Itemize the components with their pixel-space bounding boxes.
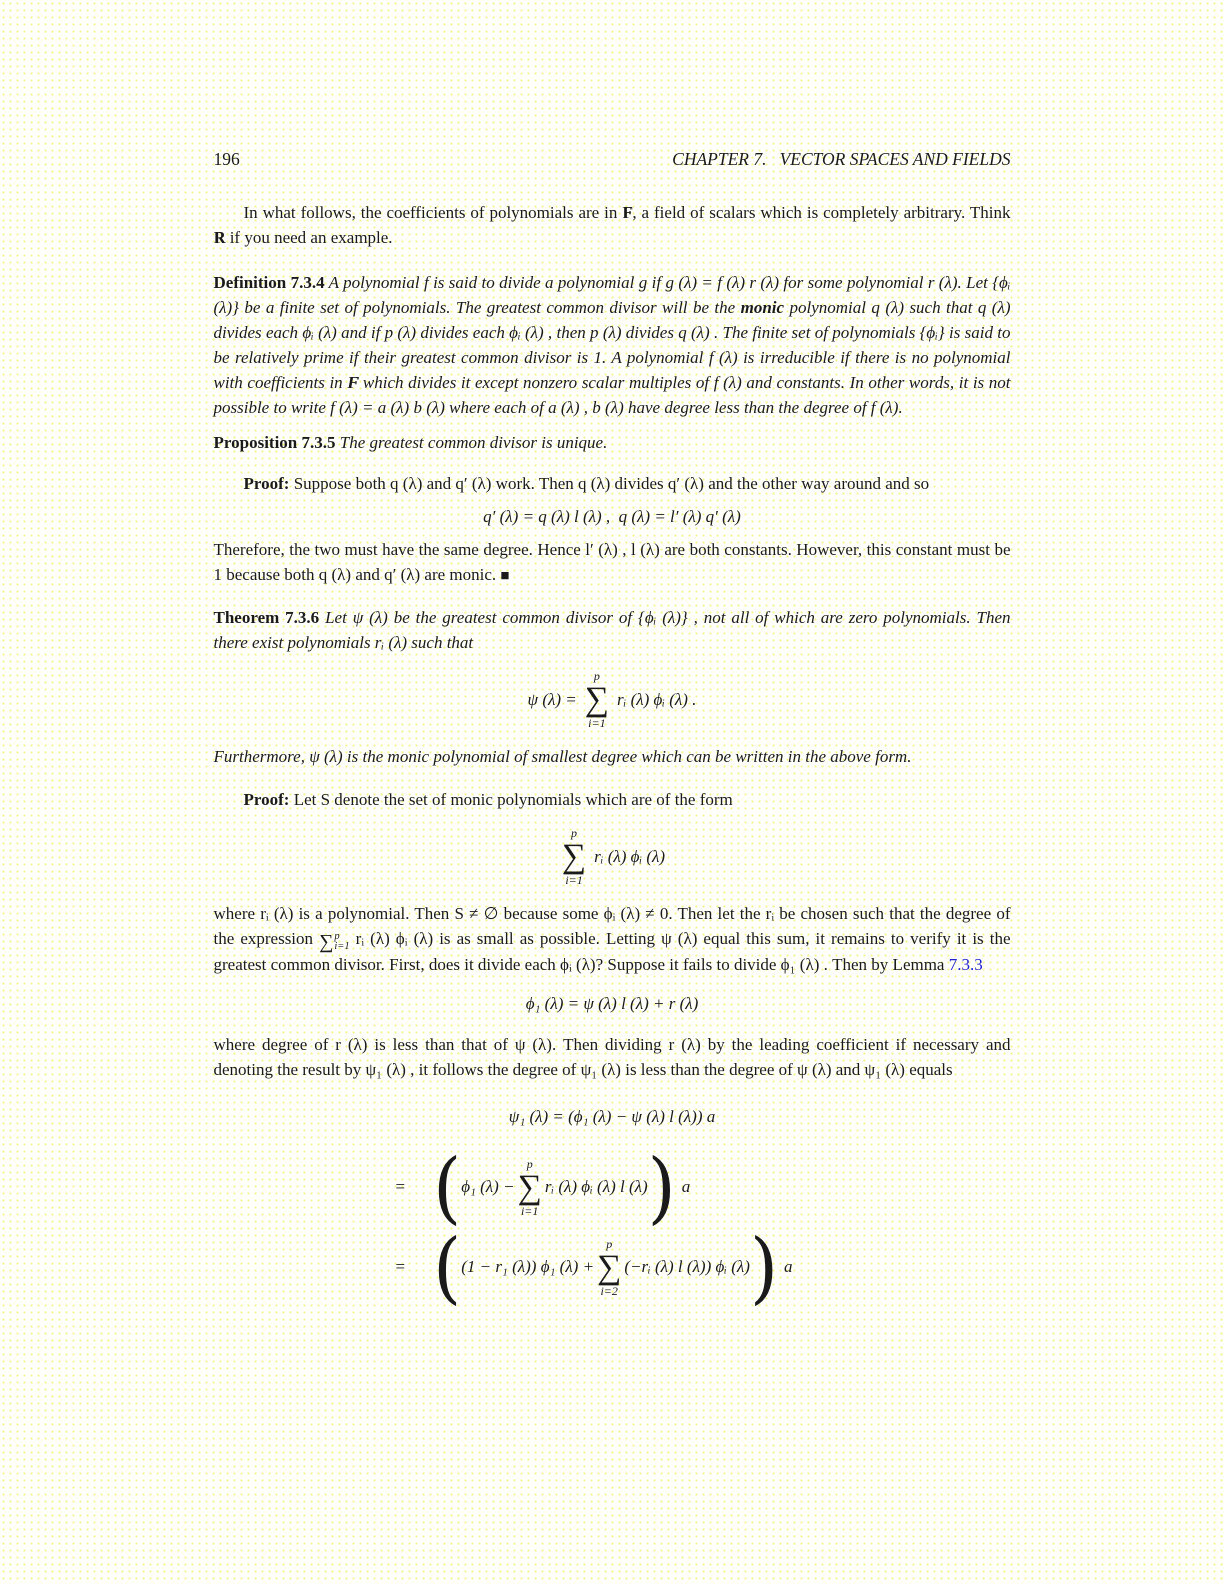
sum-lower-limit: i=1 (334, 941, 350, 952)
intro-text-1: In what follows, the coefficients of polynomials are in (243, 203, 623, 222)
equation-phi1-division (214, 991, 1011, 1016)
close-paren: ) (647, 1141, 676, 1233)
equals-sign: = (395, 1257, 406, 1276)
page-content (213, 0, 1011, 1313)
equation-rhs: rᵢ (λ) ϕᵢ (λ) (594, 846, 666, 866)
aligned-equations (214, 1141, 1011, 1313)
where-ri-text-1: where rᵢ (λ) is a polynomial. Then S ≠ ∅ because some ϕᵢ (λ) ≠ 0. Then let the rᵢ be chosen such that the degree of the expression (213, 904, 1011, 948)
therefore-text: Therefore, the two must have the same degree. Hence l′ (λ) , l (λ) are both constants. However, this constant must be 1 because both q (λ) and q′ (λ) are monic. (213, 540, 1011, 584)
equation-q-prime-pair (214, 504, 1011, 529)
intro-text-3: if you need an example. (225, 228, 393, 247)
theorem-statement: Let ψ (λ) be the greatest common divisor of {ϕᵢ (λ)} , not all of which are zero polynomials. Then there exist polynomials rᵢ (λ) such that (213, 608, 1011, 652)
equation-text: q′ (λ) = q (λ) l (λ) , q (λ) = l′ (λ) q′ (λ) (483, 507, 741, 526)
proof-label: Proof: (243, 790, 290, 809)
summation-sigma (562, 826, 586, 887)
paragraph-where-degree (214, 1032, 1011, 1082)
definition-7-3-4 (214, 270, 1011, 420)
definition-text-2: polynomial q (λ) such that q (λ) divides each ϕᵢ (λ) and if p (λ) divides each ϕᵢ (λ) , then p (λ) divides q (λ) . The finite set of polynomials {ϕᵢ} is said to be relatively prime if their greatest common divisor is 1. A polynomial f (λ) is irreducible if there is no polynomial with coefficients in (213, 298, 1011, 392)
definition-text-3: which divides it except nonzero scalar multiples of f (λ) and constants. In other words, it is not possible to write f (λ) = a (λ) b (λ) where each of a (λ) , b (λ) have degree less than the degree of f (λ). (213, 373, 1011, 417)
definition-text-1: A polynomial f is said to divide a polynomial g if g (λ) = f (λ) r (λ) for some polynomial r (λ). Let {ϕᵢ (λ)} be a finite set of polynomials. The greatest common divisor will be the (213, 273, 1011, 317)
equation-lhs: ψ (λ) = (527, 689, 577, 709)
where-degree-text: where degree of r (λ) is less than that of ψ (λ). Then dividing r (λ) by the leading coefficient if necessary and denoting the result by ψ₁ (λ) , it follows the degree of ψ₁ (λ) is less than the degree of ψ (λ) and ψ₁ (λ) equals (213, 1035, 1011, 1079)
open-paren: ( (433, 1221, 462, 1313)
close-paren: ) (749, 1221, 779, 1313)
equation-text: ϕ₁ (λ) = ψ (λ) l (λ) + r (λ) (525, 994, 699, 1013)
sigma-icon: ∑ (597, 1248, 622, 1286)
equation-gcd-sum (214, 669, 1011, 730)
monic-emphasis: monic (740, 298, 785, 317)
row2-pre: (1 − r₁ (λ)) ϕ₁ (λ) + (461, 1257, 595, 1276)
blackboard-f-symbol: F (347, 373, 359, 392)
inline-summation (319, 932, 350, 952)
aligned-row-1 (395, 1141, 1011, 1233)
page-number: 196 (213, 149, 240, 169)
sum-lower-limit: i=2 (600, 1283, 618, 1298)
theorem-7-3-6 (214, 605, 1011, 655)
summation-sigma (597, 1237, 621, 1298)
sum-lower-limit: i=1 (565, 873, 583, 887)
proposition-7-3-5 (214, 430, 1011, 455)
equation-rhs: rᵢ (λ) ϕᵢ (λ) . (617, 689, 697, 709)
proof-theorem (214, 787, 1011, 812)
proof-text: Let S denote the set of monic polynomials which are of the form (289, 790, 733, 809)
proposition-label: Proposition 7.3.5 (213, 433, 336, 452)
proposition-statement: The greatest common divisor is unique. (335, 433, 608, 452)
sum-upper-limit: p (526, 1156, 533, 1171)
proof-text: Suppose both q (λ) and q′ (λ) work. Then q (λ) divides q′ (λ) and the other way around and so (289, 474, 930, 493)
lemma-7-3-3-link[interactable]: 7.3.3 (948, 955, 983, 974)
sigma-icon: ∑ (517, 1168, 542, 1206)
proof-label: Proof: (243, 474, 290, 493)
sum-upper-limit: p (593, 669, 600, 683)
sigma-icon: ∑ (319, 931, 334, 953)
proof-uniqueness (214, 471, 1011, 496)
open-paren: ( (433, 1141, 462, 1233)
summation-sigma (585, 669, 609, 730)
paragraph-where-ri (214, 901, 1011, 977)
aligned-row-2 (395, 1221, 1011, 1313)
furthermore-text: Furthermore, ψ (λ) is the monic polynomial of smallest degree which can be written in the above form. (213, 747, 912, 766)
row1-pre: ϕ₁ (λ) − (461, 1177, 515, 1196)
chapter-header: CHAPTER 7. VECTOR SPACES AND FIELDS (672, 149, 1011, 169)
row1-post: rᵢ (λ) ϕᵢ (λ) l (λ) (544, 1177, 648, 1196)
intro-paragraph (214, 200, 1011, 250)
intro-text-2: , a field of scalars which is completely arbitrary. Think (632, 203, 1011, 222)
row2-post: (−rᵢ (λ) l (λ)) ϕᵢ (λ) (624, 1257, 750, 1276)
blackboard-f-symbol: F (622, 203, 633, 222)
where-ri-text-2: rᵢ (λ) ϕᵢ (λ) is as small as possible. Letting ψ (λ) equal this sum, it remains to verify it is the greatest common divisor. First, does it divide each ϕᵢ (λ)? Suppose it fails to divide ϕ₁ (λ) . Then by Lemma (213, 929, 1011, 974)
theorem-continuation (214, 744, 1011, 769)
sum-lower-limit: i=1 (520, 1203, 539, 1218)
sum-lower-limit: i=1 (588, 716, 606, 730)
sum-upper-limit: p (606, 1236, 613, 1251)
summation-sigma (518, 1157, 542, 1218)
equation-sum-form (214, 826, 1011, 887)
theorem-label: Theorem 7.3.6 (213, 608, 320, 627)
equation-text: ψ₁ (λ) = (ϕ₁ (λ) − ψ (λ) l (λ)) a (508, 1107, 716, 1126)
sum-upper-limit: p (334, 931, 340, 942)
equation-psi1 (214, 1104, 1011, 1129)
equals-sign: = (395, 1177, 406, 1196)
qed-square: ■ (500, 568, 510, 584)
row1-tail: a (681, 1177, 691, 1196)
definition-label: Definition 7.3.4 (213, 273, 325, 292)
sum-upper-limit: p (571, 826, 578, 840)
paragraph-therefore (214, 537, 1011, 589)
row2-tail: a (784, 1257, 793, 1276)
sigma-icon: ∑ (584, 681, 610, 718)
sigma-icon: ∑ (561, 838, 587, 875)
blackboard-r-symbol: R (213, 228, 226, 247)
page-header (214, 148, 1011, 170)
